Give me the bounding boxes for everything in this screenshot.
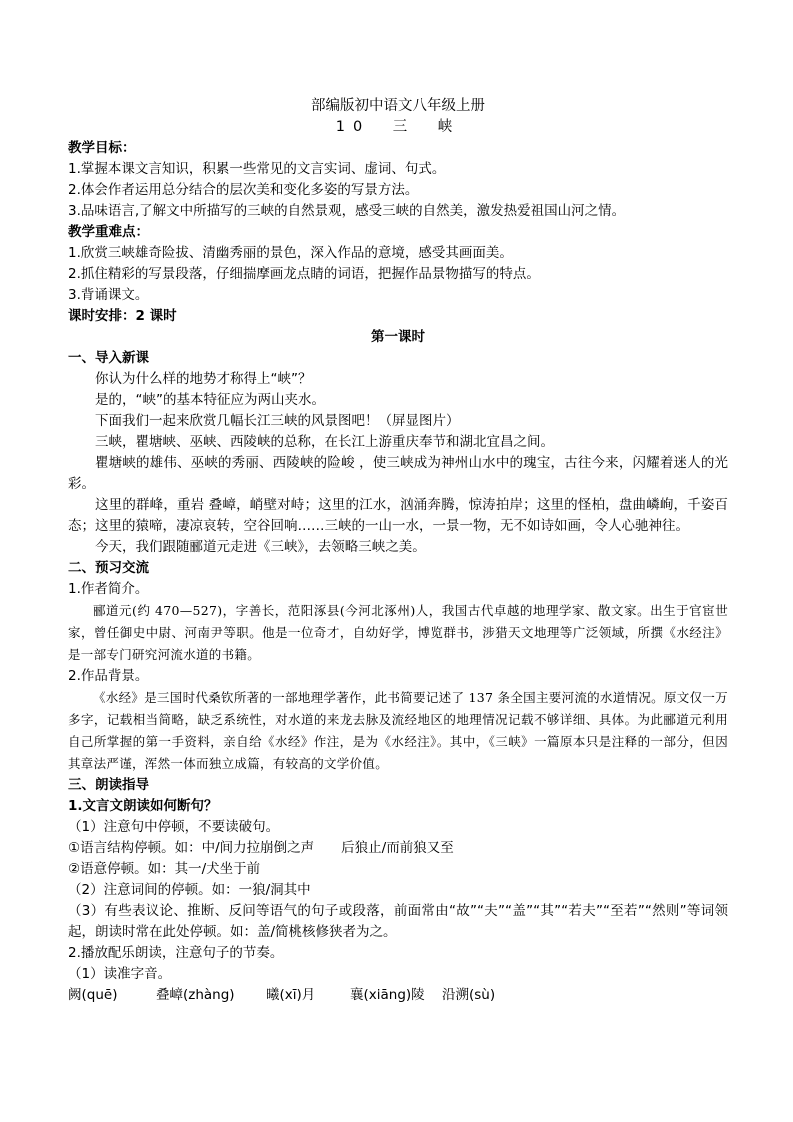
schedule: 课时安排：2 课时 (68, 308, 177, 324)
objectives-heading: 教学目标： (68, 140, 136, 156)
section1-para: 你认为什么样的地势才称得上“峡”？ (95, 371, 312, 387)
section1-para: 这里的群峰，重岩 叠嶂，峭壁对峙；这里的江水，汹涌奔腾，惊涛拍岸；这里的怪柏，盘曲嶙峋，千姿百态；这里的猿啼，凄凉哀转，空谷回响……三峡的一山一水，一景一物，无不如诗如画，令人心驰神往。 (68, 497, 728, 534)
pinyin-word: 襄(xiāng)陵 (350, 987, 425, 1003)
reading-question: 1.文言文朗读如何断句？ (68, 798, 218, 814)
reading-line: （1）注意句中停顿，不要读破句。 (68, 819, 280, 835)
lesson-subtitle: 10 三 峡 (335, 119, 461, 135)
pinyin-word: 沿溯(sù) (442, 987, 496, 1003)
objective-item: 1.掌握本课文言知识，积累一些常见的文言实词、虚词、句式。 (68, 161, 446, 177)
pinyin-word: 阙(quē) (68, 987, 118, 1003)
reading-line: ②语意停顿。如：其一/犬坐于前 (68, 861, 261, 877)
lesson-title: 第一课时 (371, 329, 425, 345)
author-label: 1.作者简介。 (68, 581, 149, 597)
section3-heading: 三、朗读指导 (68, 777, 149, 793)
background-text: 《水经》是三国时代桑钦所著的一部地理学著作，此书简要记述了 137 条全国主要河流的水道情况。原文仅一万多字，记载相当简略，缺乏系统性，对水道的来龙去脉及流经地区的地理情况记载不够详细、具体。为此郦道元利用自己所掌握的第一手资料，亲自给《水经》作注，是为《水经注》。其中，《三峡》一篇原本只是注释的一部分，但因其章法严谨，浑然一体而独立成篇，有较高的文学价值。 (68, 690, 728, 771)
section1-heading: 一、导入新课 (68, 350, 149, 366)
reading-line: 2.播放配乐朗读，注意句子的节奏。 (68, 945, 284, 961)
pinyin-row (68, 985, 728, 1006)
reading-line: （2）注意词间的停顿。如：一狼/洞其中 (68, 882, 311, 898)
key-points-heading: 教学重难点： (68, 224, 149, 240)
section1-para: 是的，“峡”的基本特征应为两山夹水。 (95, 392, 325, 408)
key-point-item: 2.抓住精彩的写景段落，仔细揣摩画龙点睛的词语，把握作品景物描写的特点。 (68, 266, 540, 282)
section1-para: 今天，我们跟随郦道元走进《三峡》，去领略三峡之美。 (95, 539, 426, 555)
pinyin-word: 曦(xī)月 (266, 987, 316, 1003)
document-page (68, 96, 728, 1006)
reading-line: ①语言结构停顿。如：中/间力拉崩倒之声 后狼止/而前狼又至 (68, 840, 454, 856)
section1-para: 瞿塘峡的雄伟、巫峡的秀丽、西陵峡的险峻 ，使三峡成为神州山水中的瑰宝，古往今来，闪耀着迷人的光彩。 (68, 455, 728, 492)
background-label: 2.作品背景。 (68, 668, 149, 684)
objective-item: 3.品味语言,了解文中所描写的三峡的自然景观，感受三峡的自然美，激发热爱祖国山河之情。 (68, 203, 626, 219)
pinyin-word: 叠嶂(zhàng) (156, 987, 235, 1003)
section2-heading: 二、预习交流 (68, 560, 149, 576)
section1-para: 三峡，瞿塘峡、巫峡、西陵峡的总称，在长江上游重庆奉节和湖北宜昌之间。 (95, 434, 554, 450)
objective-item: 2.体会作者运用总分结合的层次美和变化多姿的写景方法。 (68, 182, 419, 198)
page-title: 部编版初中语文八年级上册 (311, 98, 485, 114)
key-point-item: 1.欣赏三峡雄奇险拔、清幽秀丽的景色，深入作品的意境，感受其画面美。 (68, 245, 513, 261)
author-text: 郦道元(约 470—527)，字善长，范阳涿县(今河北涿州)人，我国古代卓越的地理学家、散文家。出生于官宦世家，曾任御史中尉、河南尹等职。他是一位奇才，自幼好学，博览群书，涉猎天文地理等广泛领域，所撰《水经注》是一部专门研究河流水道的书籍。 (68, 603, 728, 662)
section1-para: 下面我们一起来欣赏几幅长江三峡的风景图吧！（屏显图片） (95, 413, 460, 429)
reading-line: （1）读准字音。 (68, 966, 172, 982)
reading-line: （3）有些表议论、推断、反问等语气的句子或段落，前面常由“故”“夫”“盖”“其”“若夫”“至若”“然则”等词领起，朗读时常在此处停顿。如：盖/简桃核修狭者为之。 (68, 903, 728, 940)
key-point-item: 3.背诵课文。 (68, 287, 149, 303)
